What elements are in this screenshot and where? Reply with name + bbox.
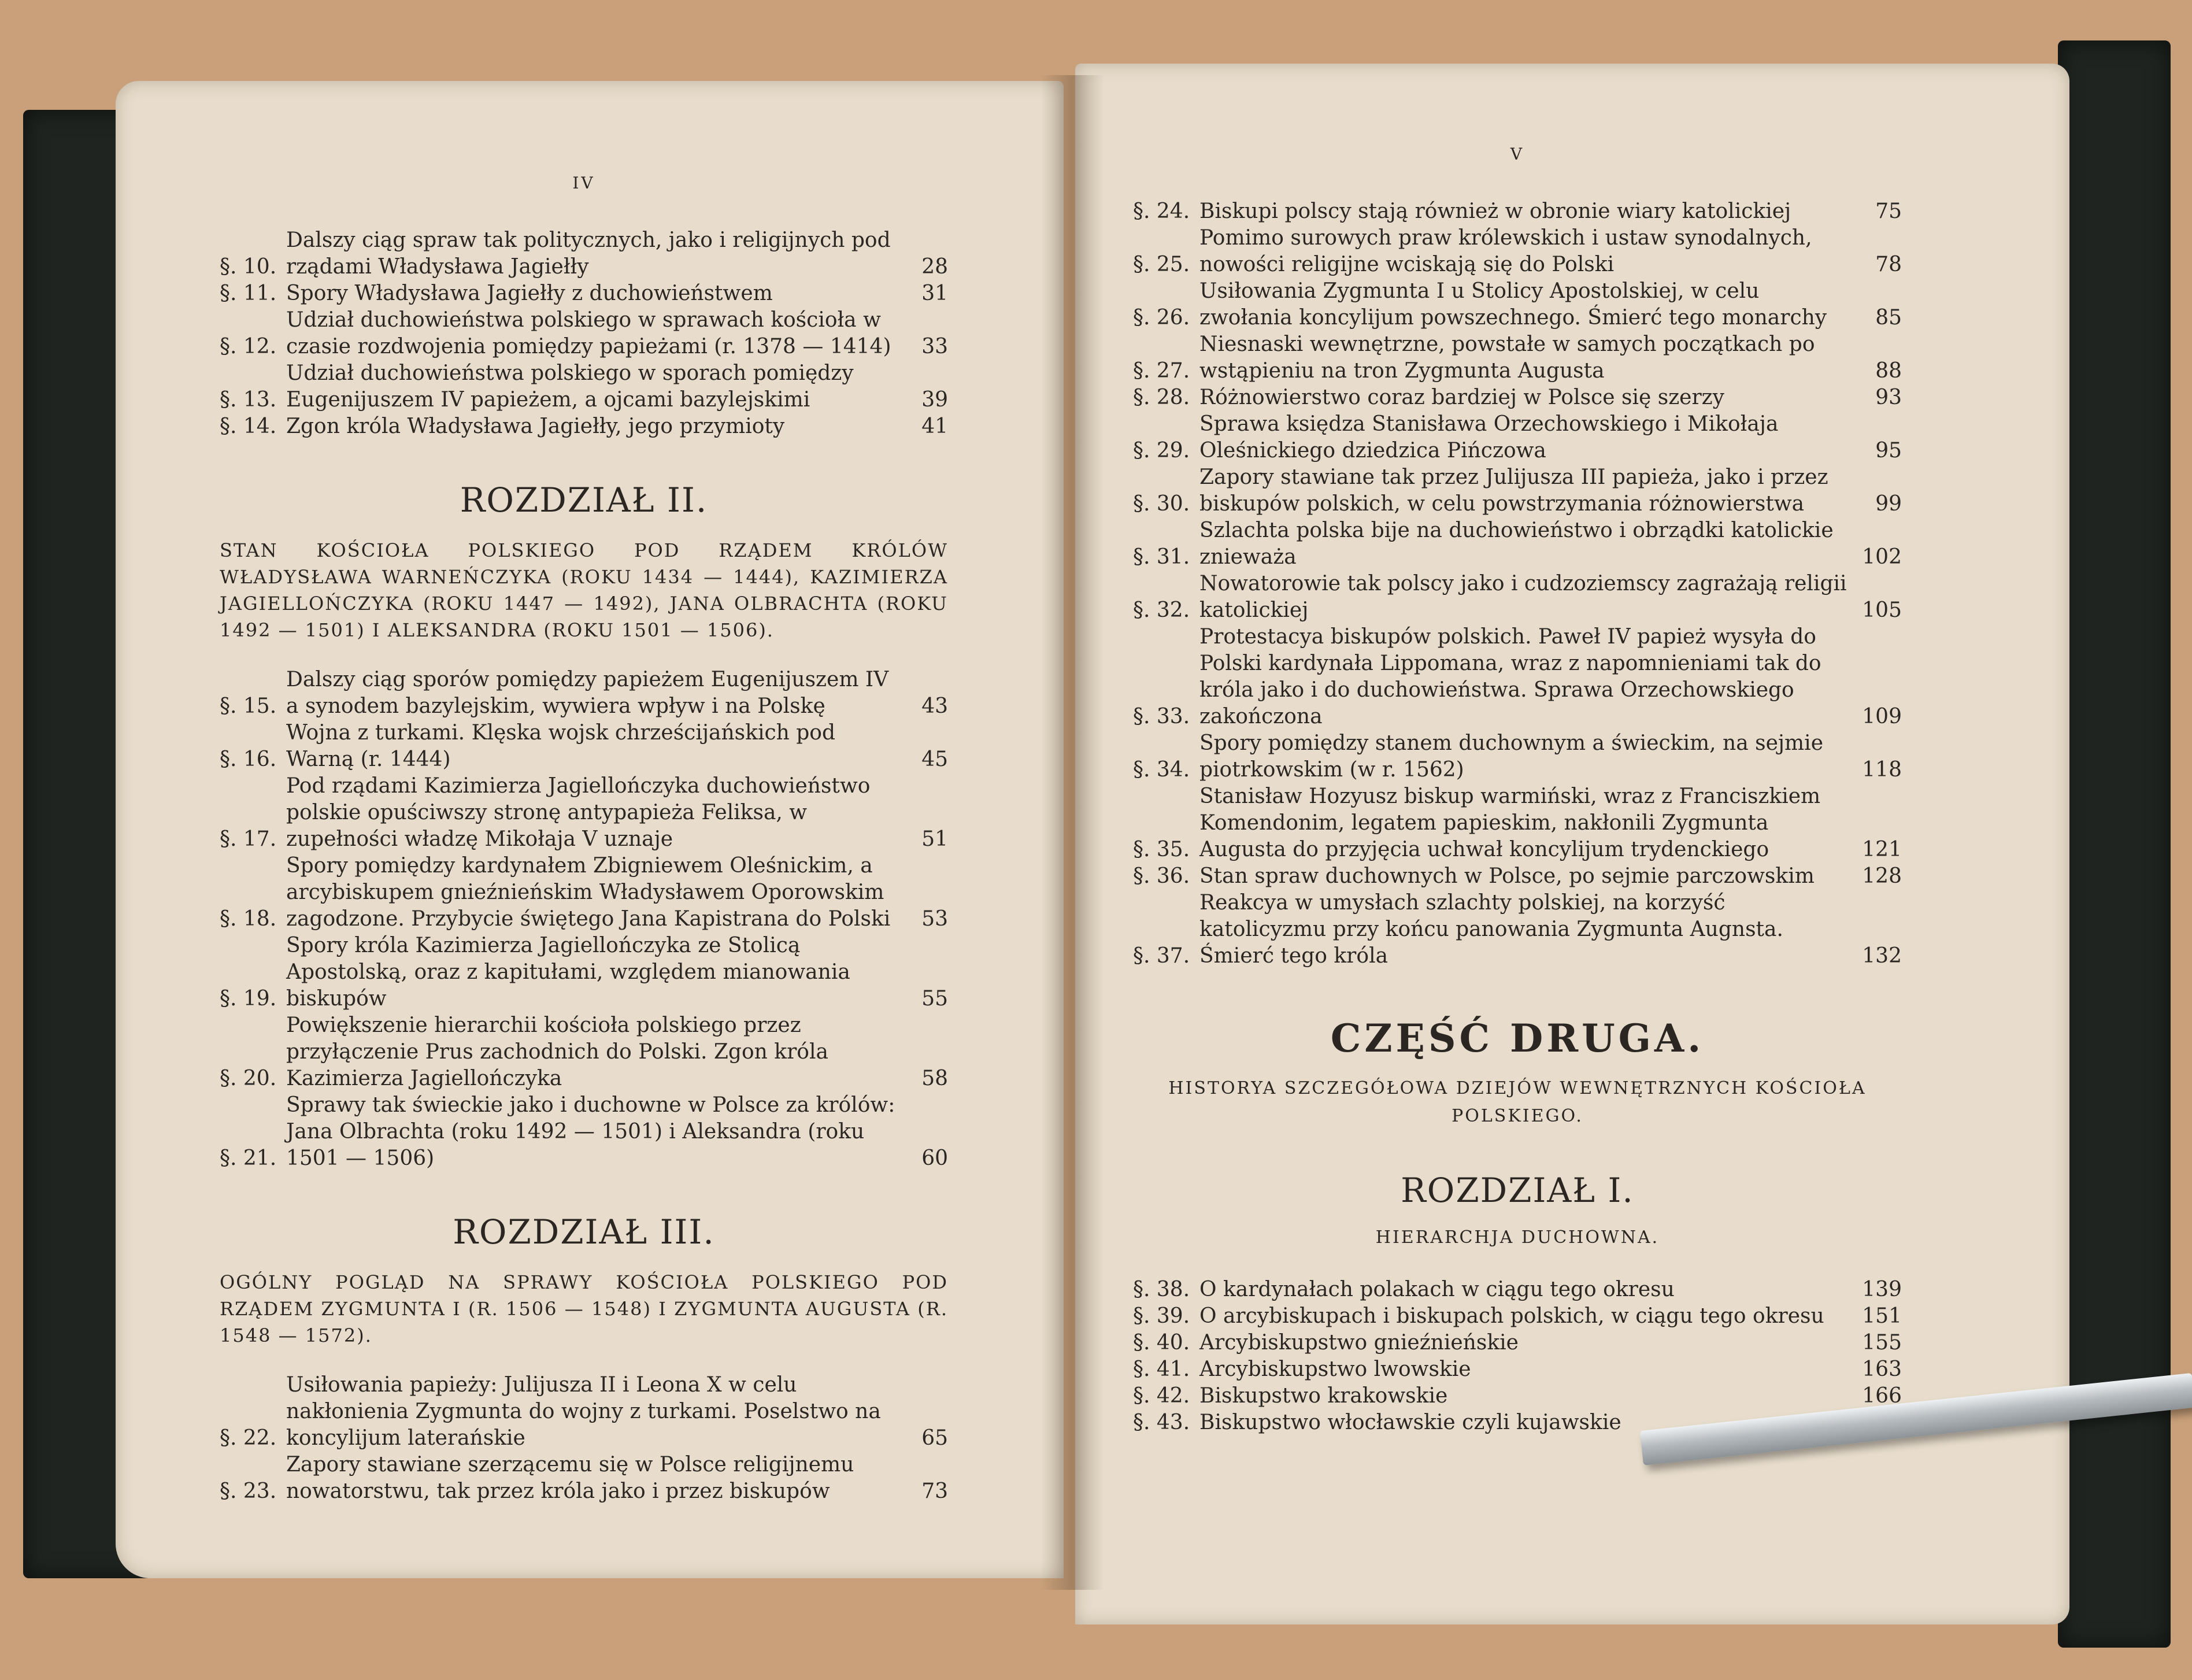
toc-entry — [1133, 730, 1902, 783]
toc-entry-number: §. 42. — [1133, 1384, 1190, 1408]
toc-entry-number: §. 35. — [1133, 838, 1190, 861]
toc-entry-page: 41 — [921, 415, 948, 438]
toc-list — [220, 1372, 948, 1505]
toc-entry — [1133, 331, 1902, 384]
toc-entry — [1133, 1383, 1902, 1409]
toc-entry-page: 28 — [921, 255, 948, 279]
toc-entry-title: Zgon króla Władysława Jagiełły, jego przymioty — [286, 415, 785, 438]
toc-entry-page: 118 — [1862, 758, 1902, 782]
toc-entry-number: §. 29. — [1133, 439, 1190, 462]
toc-entry-number: §. 38. — [1133, 1278, 1190, 1301]
toc-entry-number: §. 33. — [1133, 705, 1190, 728]
toc-list — [220, 227, 948, 440]
toc-entry-page: 75 — [1875, 199, 1902, 223]
toc-entry-page: 93 — [1875, 386, 1902, 409]
toc-entry — [1133, 198, 1902, 225]
toc-entry-number: §. 19. — [220, 987, 277, 1011]
toc-entry-page: 73 — [921, 1479, 948, 1503]
toc-entry — [220, 932, 948, 1012]
chapter-subtitle: OGÓLNY POGLĄD NA SPRAWY KOŚCIOŁA POLSKIEGO POD RZĄDEM ZYGMUNTA I (R. 1506 — 1548) I ZYGMUNTA AUGUSTA (R. 1548 — 1572). — [220, 1271, 948, 1346]
toc-entry — [220, 853, 948, 932]
toc-entry-page: 53 — [921, 907, 948, 931]
toc-entry-page: 85 — [1875, 306, 1902, 330]
toc-entry-page: 78 — [1875, 253, 1902, 276]
toc-entry — [1133, 464, 1902, 517]
toc-entry — [220, 667, 948, 720]
toc-entry-page: 45 — [921, 748, 948, 771]
toc-entry-title: Nowatorowie tak polscy jako i cudzoziemscy zagrażają religii katolickiej — [1199, 572, 1847, 622]
toc-entry-number: §. 14. — [220, 415, 277, 438]
toc-entry-title: Niesnaski wewnętrzne, powstałe w samych początkach po wstąpieniu na tron Zygmunta Augusta — [1199, 332, 1815, 383]
toc-entry-number: §. 12. — [220, 335, 277, 358]
toc-entry-title: Sprawa księdza Stanisława Orzechowskiego i Mikołaja Oleśnickiego dziedzica Pińczowa — [1199, 412, 1779, 462]
toc-list — [1133, 1276, 1902, 1436]
part-heading: CZĘŚĆ DRUGA. — [1330, 1016, 1705, 1061]
toc-entry-page: 139 — [1862, 1278, 1902, 1301]
toc-entry-number: §. 36. — [1133, 864, 1190, 888]
toc-entry-page: 105 — [1862, 598, 1902, 622]
toc-entry-page: 55 — [921, 987, 948, 1011]
toc-entry-title: Pod rządami Kazimierza Jagiellończyka duchowieństwo polskie opuściwszy stronę antypapieża Feliksa, w zupełności władzę Mikołaja V uznaje — [286, 774, 871, 851]
toc-entry-title: Sprawy tak świeckie jako i duchowne w Polsce za królów: Jana Olbrachta (roku 1492 — 1501) i Aleksandra (roku 1501 — 1506) — [286, 1093, 895, 1170]
toc-entry-number: §. 32. — [1133, 598, 1190, 622]
toc-list — [1133, 198, 1902, 969]
toc-entry — [220, 413, 948, 440]
toc-entry-page: 88 — [1875, 359, 1902, 383]
toc-entry-title: Dalszy ciąg sporów pomiędzy papieżem Eugenijuszem IV a synodem bazylejskim, wywiera wpływ i na Polskę — [286, 668, 889, 718]
toc-entry-title: Zapory stawiane tak przez Julijusza III papieża, jako i przez biskupów polskich, w celu powstrzymania różnowierstwa — [1199, 465, 1828, 516]
toc-entry — [1133, 1356, 1902, 1383]
toc-entry-page: 155 — [1862, 1331, 1902, 1355]
toc-entry-title: Pomimo surowych praw królewskich i ustaw synodalnych, nowości religijne wciskają się do Polski — [1199, 226, 1812, 276]
toc-entry-number: §. 39. — [1133, 1304, 1190, 1328]
toc-entry-title: Usiłowania papieży: Julijusza II i Leona X w celu nakłonienia Zygmunta do wojny z turkami. Poselstwo na koncylijum laterańskie — [286, 1373, 881, 1450]
toc-entry-page: 43 — [921, 694, 948, 718]
toc-entry-number: §. 24. — [1133, 199, 1190, 223]
toc-entry-page: 121 — [1862, 838, 1902, 861]
toc-entry — [220, 1092, 948, 1172]
toc-entry-number: §. 11. — [220, 282, 277, 305]
toc-entry — [1133, 1276, 1902, 1303]
toc-entry-title: Usiłowania Zygmunta I u Stolicy Apostolskiej, w celu zwołania koncylijum powszechnego. Śmierć tego monarchy — [1199, 279, 1827, 330]
toc-entry — [1133, 384, 1902, 411]
toc-entry-title: Różnowierstwo coraz bardziej w Polsce się szerzy — [1199, 386, 1724, 409]
toc-entry — [1133, 225, 1902, 278]
toc-entry-number: §. 31. — [1133, 545, 1190, 569]
toc-entry-title: Arcybiskupstwo gnieźnieńskie — [1199, 1331, 1519, 1355]
chapter-heading: ROZDZIAŁ II. — [460, 480, 708, 520]
page-number: V — [1510, 145, 1525, 164]
toc-entry — [1133, 517, 1902, 571]
toc-entry — [1133, 1330, 1902, 1356]
toc-entry-page: 51 — [921, 827, 948, 851]
toc-entry-number: §. 17. — [220, 827, 277, 851]
toc-entry — [220, 360, 948, 413]
toc-entry-title: O kardynałach polakach w ciągu tego okresu — [1199, 1278, 1675, 1301]
toc-entry-page: 65 — [921, 1426, 948, 1450]
toc-entry-page: 166 — [1862, 1384, 1902, 1408]
toc-entry-title: Spory króla Kazimierza Jagiellończyka ze Stolicą Apostolską, oraz z kapitułami, względem mianowania biskupów — [286, 934, 850, 1011]
toc-entry-title: Spory pomiędzy stanem duchownym a świeckim, na sejmie piotrkowskim (w r. 1562) — [1199, 731, 1823, 782]
toc-entry — [1133, 890, 1902, 969]
toc-entry-title: Spory Władysława Jagiełły z duchowieństwem — [286, 282, 773, 305]
left-page-content — [220, 173, 948, 1505]
toc-entry-number: §. 27. — [1133, 359, 1190, 383]
toc-entry-page: 132 — [1862, 944, 1902, 968]
toc-entry — [1133, 278, 1902, 331]
toc-entry-number: §. 21. — [220, 1146, 277, 1170]
toc-entry-title: O arcybiskupach i biskupach polskich, w ciągu tego okresu — [1199, 1304, 1824, 1328]
toc-entry-number: §. 40. — [1133, 1331, 1190, 1355]
toc-entry — [220, 307, 948, 360]
toc-entry-title: Biskupstwo włocławskie czyli kujawskie — [1199, 1411, 1621, 1434]
toc-entry — [1133, 411, 1902, 464]
toc-entry-number: §. 43. — [1133, 1411, 1190, 1434]
toc-entry-title: Reakcya w umysłach szlachty polskiej, na korzyść katolicyzmu przy końcu panowania Zygmunta Augnsta. Śmierć tego króla — [1199, 891, 1783, 968]
toc-entry — [1133, 1303, 1902, 1330]
toc-entry-number: §. 13. — [220, 388, 277, 412]
toc-entry-title: Udział duchowieństwa polskiego w sprawach kościoła w czasie rozdwojenia pomiędzy papieżami (r. 1378 — 1414) — [286, 308, 891, 358]
toc-entry — [220, 1012, 948, 1092]
toc-entry-number: §. 16. — [220, 748, 277, 771]
toc-entry-title: Szlachta polska bije na duchowieństwo i obrządki katolickie znieważa — [1199, 519, 1834, 569]
toc-entry-number: §. 15. — [220, 694, 277, 718]
toc-entry-number: §. 34. — [1133, 758, 1190, 782]
toc-entry-page: 58 — [921, 1067, 948, 1090]
toc-entry-page: 99 — [1875, 492, 1902, 516]
toc-entry-number: §. 25. — [1133, 253, 1190, 276]
toc-entry-number: §. 28. — [1133, 386, 1190, 409]
toc-entry-title: Spory pomiędzy kardynałem Zbigniewem Oleśnickim, a arcybiskupem gnieźnieńskim Władysławem Oporowskim zagodzone. Przybycie świętego Jana Kapistrana do Polski — [286, 854, 891, 931]
toc-entry-title: Powiększenie hierarchii kościoła polskiego przez przyłączenie Prus zachodnich do Polski. Zgon króla Kazimierza Jagiellończyka — [286, 1013, 828, 1090]
toc-entry — [1133, 624, 1902, 730]
toc-entry — [220, 280, 948, 307]
toc-entry-title: Biskupi polscy stają również w obronie wiary katolickiej — [1199, 199, 1791, 223]
toc-entry-number: §. 20. — [220, 1067, 277, 1090]
toc-entry-title: Protestacya biskupów polskich. Paweł IV papież wysyła do Polski kardynała Lippomana, wraz z napomnieniami tak do króla jako i do duchowieństwa. Sprawa Orzechowskiego zakończona — [1199, 625, 1821, 728]
toc-entry-number: §. 37. — [1133, 944, 1190, 968]
toc-entry-title: Stanisław Hozyusz biskup warmiński, wraz z Franciszkiem Komendonim, legatem papieskim, nakłonili Zygmunta Augusta do przyjęcia uchwał koncylijum trydenckiego — [1199, 785, 1821, 861]
toc-entry-number: §. 23. — [220, 1479, 277, 1503]
toc-entry — [1133, 571, 1902, 624]
toc-entry-title: Stan spraw duchownych w Polsce, po sejmie parczowskim — [1199, 864, 1815, 888]
toc-entry-page: 31 — [921, 282, 948, 305]
toc-entry-page: 151 — [1862, 1304, 1902, 1328]
chapter-heading: ROZDZIAŁ I. — [1401, 1171, 1634, 1210]
toc-entry-page: 95 — [1875, 439, 1902, 462]
toc-entry — [220, 1452, 948, 1505]
toc-entry-title: Dalszy ciąg spraw tak politycznych, jako i religijnych pod rządami Władysława Jagiełły — [286, 228, 891, 279]
toc-entry — [220, 720, 948, 773]
toc-entry — [1133, 783, 1902, 863]
toc-entry-number: §. 18. — [220, 907, 277, 931]
right-page-content — [1133, 145, 1902, 1436]
toc-entry-title: Arcybiskupstwo lwowskie — [1199, 1357, 1471, 1381]
chapter-subtitle: HIERARCHJA DUCHOWNA. — [1375, 1227, 1660, 1248]
chapter-heading: ROZDZIAŁ III. — [453, 1212, 715, 1252]
toc-entry-title: Udział duchowieństwa polskiego w sporach pomiędzy Eugenijuszem IV papieżem, a ojcami bazylejskimi — [286, 361, 854, 412]
toc-entry-title: Biskupstwo krakowskie — [1199, 1384, 1448, 1408]
toc-entry-title: Wojna z turkami. Klęska wojsk chrześcijańskich pod Warną (r. 1444) — [286, 721, 836, 771]
toc-entry-page: 128 — [1862, 864, 1902, 888]
book-gutter — [1041, 75, 1104, 1590]
toc-entry-page: 33 — [921, 335, 948, 358]
chapter-subtitle: STAN KOŚCIOŁA POLSKIEGO POD RZĄDEM KRÓLÓW WŁADYSŁAWA WARNEŃCZYKA (ROKU 1434 — 1444), KAZIMIERZA JAGIELLOŃCZYKA (ROKU 1447 — 1492), JANA OLBRACHTA (ROKU 1492 — 1501) I ALEKSANDRA (ROKU 1501 — 1506). — [220, 539, 948, 641]
page-number: IV — [572, 173, 595, 193]
toc-entry-title: Zapory stawiane szerzącemu się w Polsce religijnemu nowatorstwu, tak przez króla jako i przez biskupów — [286, 1453, 854, 1503]
toc-entry — [220, 1372, 948, 1452]
toc-entry-number: §. 10. — [220, 255, 277, 279]
toc-entry-page: 102 — [1862, 545, 1902, 569]
toc-entry-number: §. 22. — [220, 1426, 277, 1450]
toc-list — [220, 667, 948, 1172]
toc-entry-page: 109 — [1862, 705, 1902, 728]
toc-entry-page: 163 — [1862, 1357, 1902, 1381]
toc-entry-number: §. 30. — [1133, 492, 1190, 516]
toc-entry-number: §. 26. — [1133, 306, 1190, 330]
toc-entry — [220, 227, 948, 280]
toc-entry — [1133, 863, 1902, 890]
toc-entry-number: §. 41. — [1133, 1357, 1190, 1381]
part-subtitle: HISTORYA SZCZEGÓŁOWA DZIEJÓW WEWNĘTRZNYCH KOŚCIOŁA POLSKIEGO. — [1168, 1078, 1867, 1126]
toc-entry — [220, 773, 948, 853]
toc-entry-page: 60 — [921, 1146, 948, 1170]
toc-entry-page: 39 — [921, 388, 948, 412]
